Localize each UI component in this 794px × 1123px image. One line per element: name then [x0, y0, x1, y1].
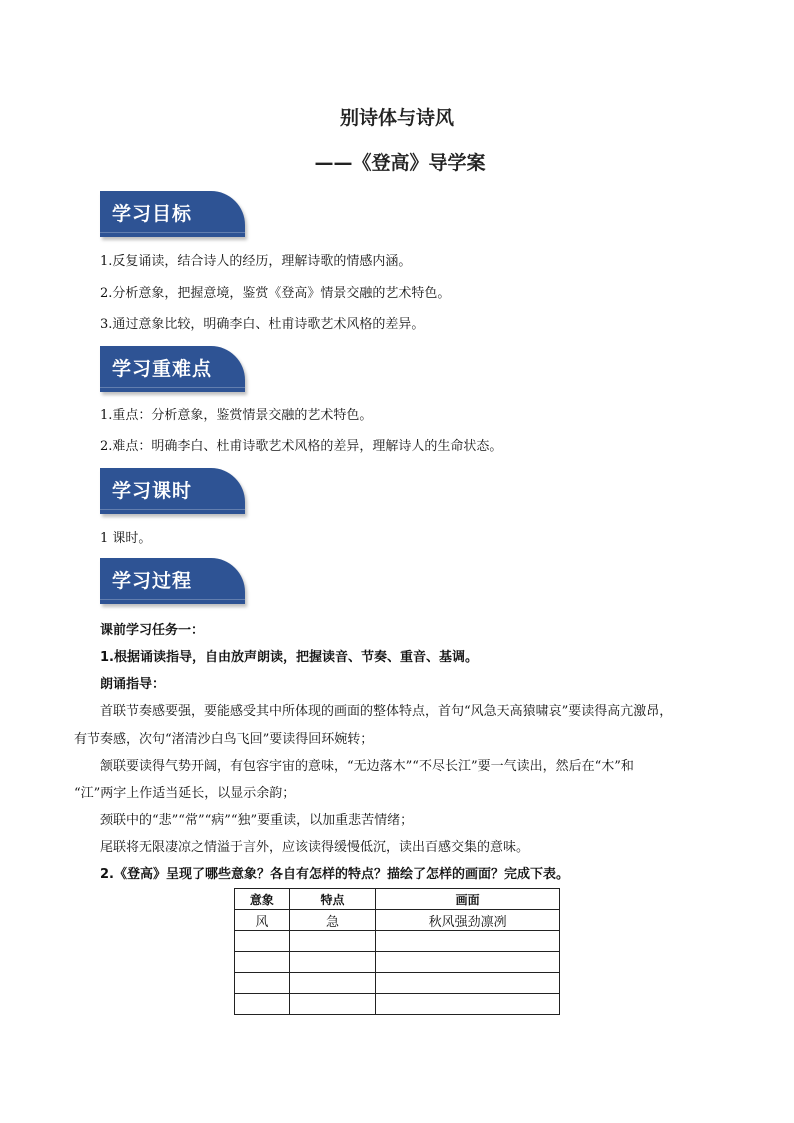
table-cell — [376, 952, 560, 973]
table-cell — [235, 973, 290, 994]
imagery-table — [234, 888, 560, 1015]
section-banner-goals: 学习目标 — [100, 191, 245, 237]
guide-paragraph-1-cont: 有节奏感，次句“渚清沙白鸟飞回”要读得回环婉转； — [74, 732, 374, 747]
guide-paragraph-2-cont: “江”两字上作适当延长，以显示余韵； — [74, 786, 296, 801]
table-cell — [235, 952, 290, 973]
keypoint-item-2: 2.难点：明确李白、杜甫诗歌艺术风格的差异，理解诗人的生命状态。 — [100, 439, 503, 454]
goal-item-1: 1.反复诵读，结合诗人的经历，理解诗歌的情感内涵。 — [100, 254, 412, 269]
table-cell: 秋风强劲凛冽 — [376, 910, 560, 931]
goal-item-3: 3.通过意象比较，明确李白、杜甫诗歌艺术风格的差异。 — [100, 317, 425, 332]
keypoint-item-1: 1.重点：分析意象，鉴赏情景交融的艺术特色。 — [100, 408, 373, 423]
table-cell — [289, 994, 375, 1015]
guide-paragraph-3: 颈联中的“悲”“常”“病”“独”要重读，以加重悲苦情绪； — [100, 813, 414, 828]
table-header: 画面 — [376, 889, 560, 910]
table-cell — [289, 952, 375, 973]
table-header: 意象 — [235, 889, 290, 910]
table-cell — [289, 973, 375, 994]
table-row — [235, 994, 560, 1015]
section-banner-process: 学习过程 — [100, 558, 245, 604]
table-row — [235, 910, 560, 931]
table-header: 特点 — [289, 889, 375, 910]
guide-paragraph-1: 首联节奏感要强，要能感受其中所体现的画面的整体特点，首句“风急天高猿啸哀”要读得高亢激昂， — [100, 704, 673, 719]
table-cell: 急 — [289, 910, 375, 931]
table-cell — [235, 931, 290, 952]
table-row — [235, 931, 560, 952]
table-cell — [376, 994, 560, 1015]
table-cell — [235, 994, 290, 1015]
document-title: 别诗体与诗风 — [339, 107, 455, 129]
table-cell: 风 — [235, 910, 290, 931]
guide-label: 朗诵指导： — [100, 677, 166, 692]
guide-paragraph-2: 颔联要读得气势开阔，有包容宇宙的意味，“无边落木”“不尽长江”要一气读出，然后在“木”和 — [100, 759, 634, 774]
task2-text: 2.《登高》呈现了哪些意象？各自有怎样的特点？描绘了怎样的画面？完成下表。 — [100, 867, 569, 882]
task-label: 课前学习任务一： — [100, 623, 205, 638]
table-header-row — [235, 889, 560, 910]
guide-paragraph-4: 尾联将无限凄凉之情溢于言外，应该读得缓慢低沉，读出百感交集的意味。 — [100, 840, 530, 855]
hours-text: 1 课时。 — [100, 531, 152, 546]
task1-text: 1.根据诵读指导，自由放声朗读，把握读音、节奏、重音、基调。 — [100, 650, 478, 665]
table-row — [235, 973, 560, 994]
table-cell — [376, 973, 560, 994]
table-cell — [289, 931, 375, 952]
section-banner-hours: 学习课时 — [100, 468, 245, 514]
document-subtitle: ——《登高》导学案 — [314, 152, 486, 174]
table-cell — [376, 931, 560, 952]
goal-item-2: 2.分析意象，把握意境，鉴赏《登高》情景交融的艺术特色。 — [100, 286, 451, 301]
table-row — [235, 952, 560, 973]
section-banner-keypoints: 学习重难点 — [100, 346, 245, 392]
